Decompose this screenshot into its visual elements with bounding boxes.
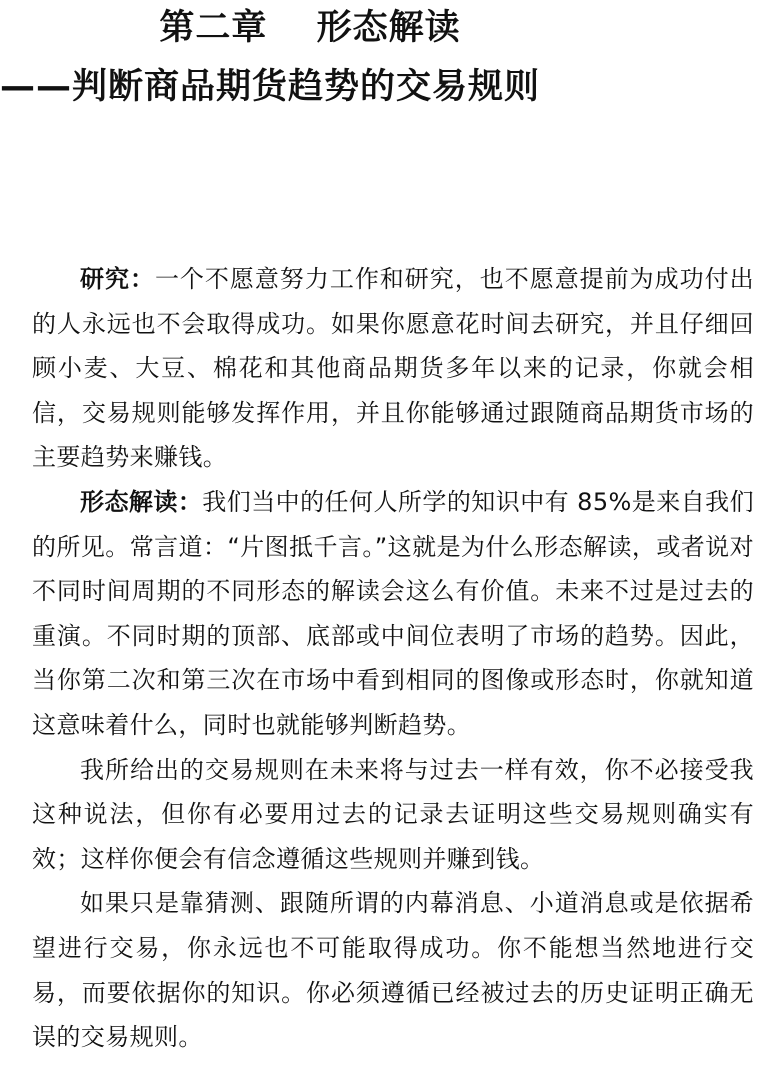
paragraph-rules-validity [32,748,754,882]
paragraph-knowledge [32,881,754,1059]
chapter-subtitle: ——判断商品期货趋势的交易规则 [0,67,541,107]
chapter-title: 第二章 形态解读 [159,8,461,48]
paragraph-text: 我所给出的交易规则在未来将与过去一样有效，你不必接受我这种说法，但你有必要用过去的记录去证明这些交易规则确实有效；这样你便会有信念遵循这些规则并赚到钱。 [32,755,754,873]
paragraph-lead: 形态解读： [80,487,203,516]
paragraph-text: 如果只是靠猜测、跟随所谓的内幕消息、小道消息或是依据希望进行交易，你永远也不可能取得成功。你不能想当然地进行交易，而要依据你的知识。你必须遵循已经被过去的历史证明正确无误的交易规则。 [32,889,754,1052]
paragraph-pattern-reading [32,480,754,748]
paragraph-text: 我们当中的任何人所学的知识中有 85%是来自我们的所见。常言道：“片图抵千言。”这就是为什么形态解读，或者说对不同时间周期的不同形态的解读会这么有价值。未来不过是过去的重演。不同时期的顶部、底部或中间位表明了市场的趋势。因此，当你第二次和第三次在市场中看到相同的图像或形态时，你就知道这意味着什么，同时也就能够判断趋势。 [32,487,755,739]
paragraph-research [32,257,754,480]
paragraph-text: 一个不愿意努力工作和研究，也不愿意提前为成功付出的人永远也不会取得成功。如果你愿意花时间去研究，并且仔细回顾小麦、大豆、棉花和其他商品期货多年以来的记录，你就会相信，交易规则能够发挥作用，并且你能够通过跟随商品期货市场的主要趋势来赚钱。 [32,265,754,472]
body-text [32,257,754,1060]
paragraph-lead: 研究： [80,265,155,293]
